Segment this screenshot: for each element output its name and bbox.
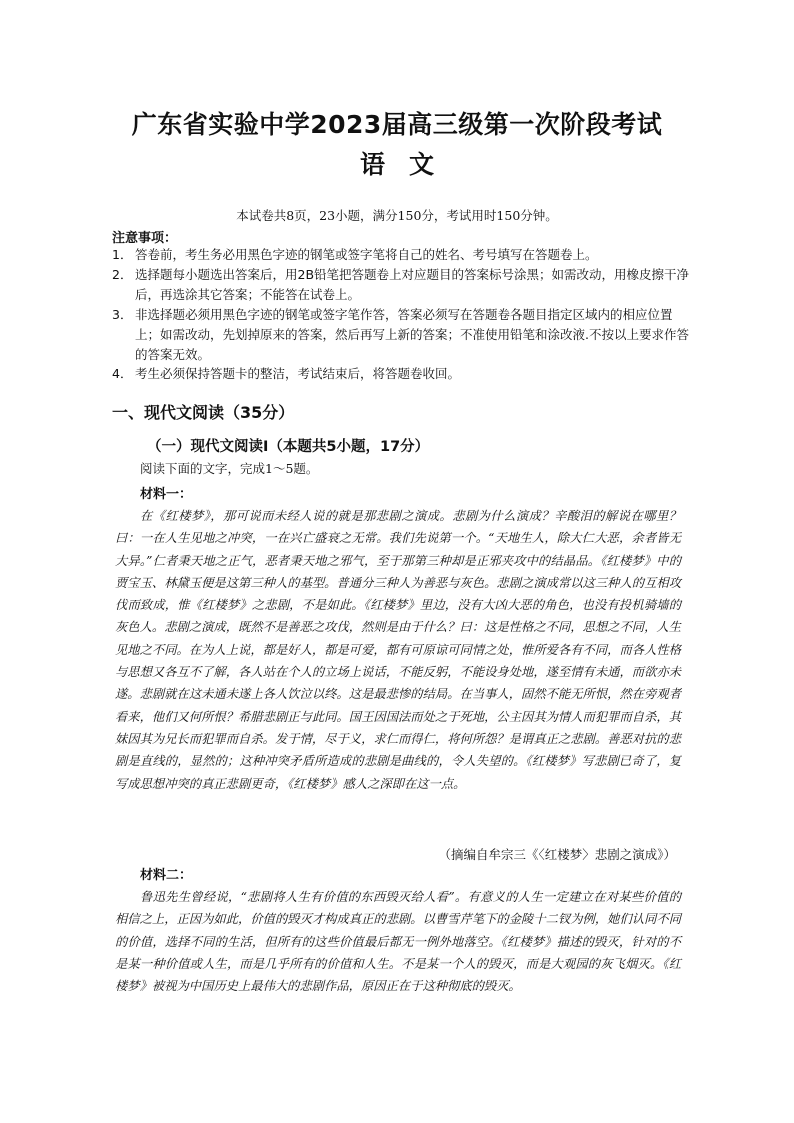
notice-item-number: 1． — [112, 247, 133, 262]
exam-title: 广东省实验中学2023届高三级第一次阶段考试 — [131, 110, 663, 139]
notice-item-1 — [112, 245, 692, 265]
subsection-title: （一）现代文阅读Ⅰ（本题共5小题，17分） — [147, 439, 430, 455]
section-title: 一、现代文阅读（35分） — [112, 403, 295, 422]
notice-item-text: 非选择题必须用黑色字迹的钢笔或签字笔作答，答案必须写在答题卷各题目指定区域内的相应位置上；如需改动，先划掉原来的答案，然后再写上新的答案；不准使用铅笔和涂改液.不按以上要求作答的答案无效。 — [135, 307, 689, 362]
notice-item-text: 选择题每小题选出答案后，用2B铅笔把答题卷上对应题目的答案标号涂黑；如需改动，用橡皮擦干净后，再选涂其它答案；不能答在试卷上。 — [135, 267, 690, 302]
reading-prompt: 阅读下面的文字，完成1～5题。 — [140, 461, 319, 476]
subject-title: 语文 — [359, 150, 458, 179]
material-1-source: （摘编自牟宗三《〈红楼梦〉悲剧之演成》） — [438, 847, 676, 862]
exam-note: 本试卷共8页，23小题，满分150分，考试用时150分钟。 — [236, 208, 558, 223]
notice-item-number: 4． — [112, 366, 133, 381]
notice-item-number: 3． — [112, 307, 133, 322]
notice-item-4 — [112, 364, 692, 384]
notice-item-number: 2． — [112, 267, 133, 282]
material-2-label: 材料二： — [140, 868, 193, 883]
notice-item-2 — [112, 265, 692, 305]
notice-heading: 注意事项： — [112, 231, 178, 246]
notice-item-3 — [112, 305, 692, 365]
notice-item-text: 考生必须保持答题卡的整洁，考试结束后，将答题卷收回。 — [135, 366, 461, 381]
material-2-text: 鲁迅先生曾经说，“悲剧将人生有价值的东西毁灭给人看”。有意义的人生一定建立在对某些价值的相信之上，正因为如此，价值的毁灭才构成真正的悲剧。以曹雪芹笔下的金陵十二钗为例，她们认同不同的价值，选择不同的生活，但所有的这些价值最后都无一例外地落空。《红楼梦》描述的毁灭，针对的不是某一种价值或人生，而是几乎所有的价值和人生。不是某一个人的毁灭，而是大观园的灰飞烟灭。《红楼梦》被视为中国历史上最伟大的悲剧作品，原因正在于这种彻底的毁灭。 — [115, 890, 681, 994]
material-1-text: 在《红楼梦》，那可说而未经人说的就是那悲剧之演成。悲剧为什么演成？辛酸泪的解说在哪里？曰：一在人生见地之冲突，一在兴亡盛衰之无常。我们先说第一个。“天地生人，除大仁大恶，余者皆无大异。”仁者秉天地之正气，恶者秉天地之邪气，至于那第三种却是正邪夹攻中的结晶品。《红楼梦》中的贾宝玉、林黛玉便是这第三种人的基型。普通分三种人为善恶与灰色。悲剧之演成常以这三种人的互相攻伐而致成，惟《红楼梦》之悲剧，不是如此。《红楼梦》里边，没有大凶大恶的角色，也没有投机骑墙的灰色人。悲剧之演成，既然不是善恶之攻伐，然则是由于什么？曰：这是性格之不同，思想之不同，人生见地之不同。在为人上说，都是好人，都是可爱，都有可原谅可同情之处，惟所爱各有不同，而各人性格与思想又各互不了解，各人站在个人的立场上说话，不能反躬，不能设身处地，遂至情有未通，而欲亦未遂。悲剧就在这未通未遂上各人饮泣以终。这是最悲惨的结局。在当事人，固然不能无所恨，然在旁观者看来，他们又何所恨？希腊悲剧正与此同。国王因国法而处之于死地，公主因其为情人而犯罪而自杀，其妹因其为兄长而犯罪而自杀。发于情，尽于义，求仁而得仁，将何所怨？是谓真正之悲剧。善恶对抗的悲剧是直线的，显然的；这种冲突矛盾所造成的悲剧是曲线的，令人失望的。《红楼梦》写悲剧已奇了，复写成思想冲突的真正悲剧更奇，《红楼梦》感人之深即在这一点。 — [115, 509, 681, 791]
material-1-label: 材料一： — [140, 487, 193, 502]
notice-item-text: 答卷前，考生务必用黑色字迹的钢笔或签字笔将自己的姓名、考号填写在答题卷上。 — [135, 247, 598, 262]
